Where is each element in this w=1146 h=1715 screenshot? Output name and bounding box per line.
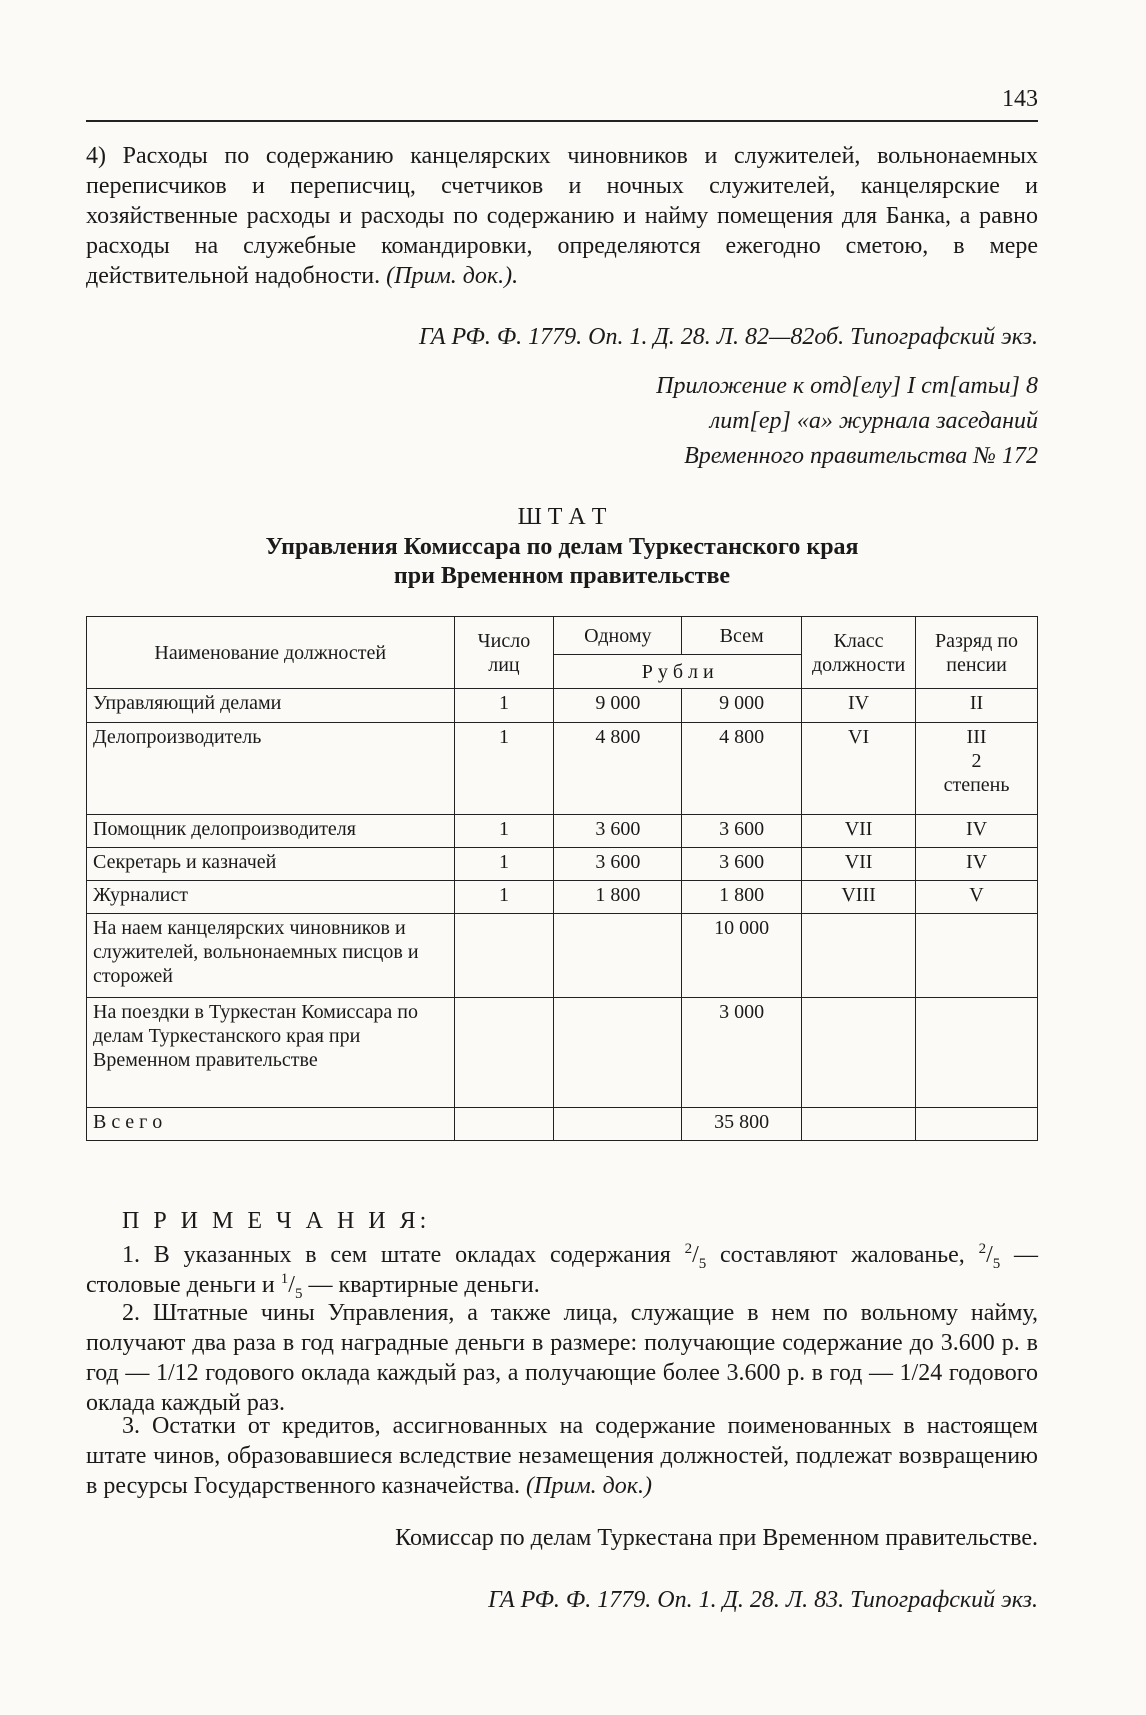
header-rule [86,120,1038,122]
fraction-numerator: 2 [684,1241,693,1257]
cell-all: 3 000 [682,998,802,1108]
table-row [87,848,1038,881]
cell-count [454,998,554,1108]
header-position: Наименование должностей [87,617,455,689]
cell-pension [916,914,1038,998]
cell-count [454,1108,554,1141]
header-all: Всем [682,617,802,655]
cell-one: 3 600 [554,815,682,848]
title-line-2: Управления Комиссара по делам Туркестанского края [265,534,859,560]
cell-name: Делопроизводитель [87,723,455,815]
cell-all: 3 600 [682,815,802,848]
header-one: Одному [554,617,682,655]
cell-class: VIII [802,881,916,914]
cell-class: IV [802,689,916,723]
cell-name: Журналист [87,881,455,914]
staff-table [86,616,1038,1141]
cell-count: 1 [454,848,554,881]
source-citation-1: ГА РФ. Ф. 1779. Оп. 1. Д. 28. Л. 82—82об. Типографский экз. [419,324,1038,350]
cell-name: На наем канцелярских чиновников и служителей, вольнонаемных писцов и сторожей [87,914,455,998]
appendix-line-3: Временного правительства № 172 [684,443,1038,469]
signature: Комиссар по делам Туркестана при Временном правительстве. [395,1525,1038,1551]
cell-all: 1 800 [682,881,802,914]
cell-all: 10 000 [682,914,802,998]
notes-title: П Р И М Е Ч А Н И Я: [122,1208,431,1234]
cell-count: 1 [454,815,554,848]
note-1: 1. В указанных в сем штате окладах содержания $^2/_5$ составляют жалованье, $^2/_5$ — столовые деньги и $^1/_5$ — квартирные деньги. [86,1241,1039,1302]
cell-class: VII [802,815,916,848]
page-number: 143 [1002,86,1038,112]
note-3-text: 3. Остатки от кредитов, ассигнованных на содержание поименованных в настоящем штате чинов, образовавшиеся вследствие незамещения должностей, подлежат возвращению в ресурсы Государственного казначейства. [86,1413,1038,1499]
table-row [87,815,1038,848]
cell-class: VI [802,723,916,815]
cell-pension-degree: 2 степень [943,750,1010,796]
cell-pension-rank: III [966,726,987,748]
table-row [87,1108,1038,1141]
cell-pension: IV [916,848,1038,881]
cell-all-total: 35 800 [682,1108,802,1141]
table-row [87,914,1038,998]
appendix-line-1: Приложение к отд[елу] I ст[атьи] 8 [656,373,1038,399]
cell-class [802,998,916,1108]
paragraph-4-note: (Прим. док.). [386,263,519,289]
note-1-a: 1. В указанных в сем штате окладах содержания [122,1242,685,1268]
cell-count: 1 [454,723,554,815]
note-2 [86,1298,1038,1418]
note-1-c: — столовые деньги и [86,1242,1039,1298]
header-rubles: Р у б л и [554,655,802,689]
cell-class [802,914,916,998]
cell-one: 4 800 [554,723,682,815]
cell-one [554,1108,682,1141]
header-pension: Разряд по пенсии [916,617,1038,689]
cell-pension: V [916,881,1038,914]
cell-name: Управляющий делами [87,689,455,723]
cell-class: VII [802,848,916,881]
cell-pension [916,1108,1038,1141]
cell-count: 1 [454,689,554,723]
note-3 [86,1411,1038,1501]
cell-name: Помощник делопроизводителя [87,815,455,848]
source-citation-2: ГА РФ. Ф. 1779. Оп. 1. Д. 28. Л. 83. Типографский экз. [488,1587,1038,1613]
cell-all: 3 600 [682,848,802,881]
note-3-note: (Прим. док.) [526,1473,653,1499]
header-class: Класс должности [802,617,916,689]
cell-one: 1 800 [554,881,682,914]
cell-name-total: В с е г о [87,1108,455,1141]
header-count: Число лиц [454,617,554,689]
fraction-denominator: 5 [294,1285,303,1302]
paragraph-4 [86,141,1038,291]
table-row [87,689,1038,723]
table-row [87,723,1038,815]
note-1-d: — квартирные деньги. [302,1272,540,1298]
cell-pension: IV [916,815,1038,848]
cell-all: 4 800 [682,723,802,815]
cell-name: На поездки в Туркестан Комиссара по делам Туркестанского края при Временном правительстве [87,998,455,1108]
cell-count [454,914,554,998]
cell-pension [916,998,1038,1108]
title-line-3: при Временном правительстве [393,563,731,589]
appendix-line-2: лит[ер] «а» журнала заседаний [709,408,1038,434]
note-1-b: составляют жалованье, [706,1242,979,1268]
fraction-denominator: 5 [992,1255,1001,1272]
note-2-text: 2. Штатные чины Управления, а также лица, служащие в нем по вольному найму, получают два раза в год наградные деньги в размере: получающие содержание до 3.600 р. в год — 1/12 годового оклада каждый раз, а получающие более 3.600 р. в год — 1/24 годового оклада каждый раз. [86,1300,1038,1416]
cell-pension [916,723,1038,815]
paragraph-4-text: 4) Расходы по содержанию канцелярских чиновников и служителей, вольнонаемных переписчиков и переписчиц, счетчиков и ночных служителей, канцелярские и хозяйственные расходы и расходы по содержанию и найму помещения для Банка, а равно расходы на служебные командировки, определяются ежегодно сметою, в мере действительной надобности. [86,143,1038,289]
cell-one [554,914,682,998]
cell-one [554,998,682,1108]
table-row [87,998,1038,1108]
cell-name: Секретарь и казначей [87,848,455,881]
cell-count: 1 [454,881,554,914]
fraction-numerator: 1 [280,1271,289,1287]
cell-one: 9 000 [554,689,682,723]
cell-pension: II [916,689,1038,723]
table-row [87,881,1038,914]
title-main: Ш Т А Т [517,504,607,530]
cell-class [802,1108,916,1141]
fraction-numerator: 2 [978,1241,987,1257]
cell-one: 3 600 [554,848,682,881]
cell-all: 9 000 [682,689,802,723]
fraction-denominator: 5 [698,1255,707,1272]
